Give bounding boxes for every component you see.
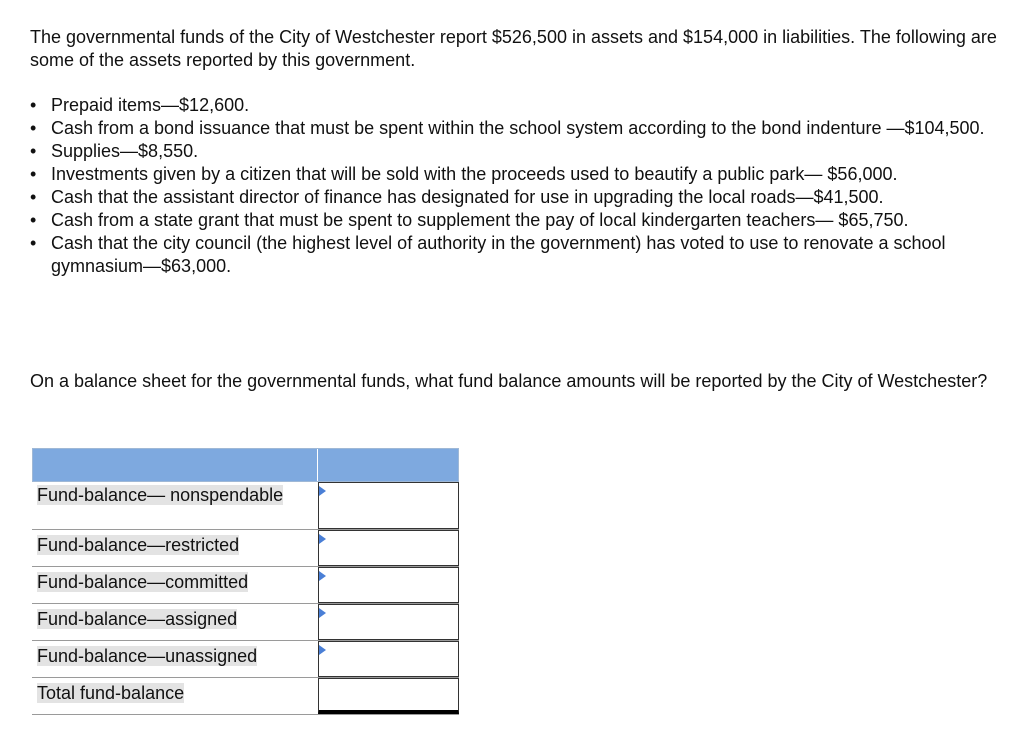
table-row <box>32 604 459 641</box>
fund-balance-table <box>32 448 459 715</box>
input-marker-icon <box>319 486 326 496</box>
input-marker-icon <box>319 534 326 544</box>
table-row <box>32 530 459 567</box>
table-header <box>32 448 459 482</box>
amount-total-cell <box>318 678 459 714</box>
row-label-nonspendable: Fund-balance— nonspendable <box>37 485 284 505</box>
table-row <box>32 567 459 604</box>
header-cell-label <box>33 449 318 481</box>
list-item: • Cash from a bond issuance that must be spent within the school system according to the bond indenture —$104,500. <box>30 118 985 138</box>
list-item: • Investments given by a citizen that will be sold with the proceeds used to beautify a public park— $56,000. <box>30 164 898 184</box>
amount-input-restricted[interactable] <box>318 530 459 566</box>
row-label-total: Total fund-balance <box>37 683 185 703</box>
table-row <box>32 678 459 715</box>
row-label-unassigned: Fund-balance—unassigned <box>37 646 258 666</box>
input-marker-icon <box>319 608 326 618</box>
bullet: • <box>30 187 37 207</box>
table-row <box>32 641 459 678</box>
list-item: • Supplies—$8,550. <box>30 141 199 161</box>
table-row <box>32 482 459 530</box>
list-item: • Cash that the city council (the highest level of authority in the government) has voted to use to renovate a school gymnasium—$63,000. <box>30 233 946 276</box>
input-marker-icon <box>319 571 326 581</box>
intro-text: The governmental funds of the City of Westchester report $526,500 in assets and $154,000 in liabilities. The following are some of the assets reported by this government. <box>30 27 997 70</box>
header-cell-amount <box>318 449 458 481</box>
bullet: • <box>30 233 37 253</box>
amount-input-unassigned[interactable] <box>318 641 459 677</box>
amount-input-assigned[interactable] <box>318 604 459 640</box>
bullet: • <box>30 118 37 138</box>
bullet: • <box>30 141 37 161</box>
amount-input-committed[interactable] <box>318 567 459 603</box>
bullet: • <box>30 210 37 230</box>
input-marker-icon <box>319 645 326 655</box>
list-item: • Prepaid items—$12,600. <box>30 95 250 115</box>
list-item: • Cash from a state grant that must be spent to supplement the pay of local kindergarten teachers— $65,750. <box>30 210 909 230</box>
question-text: On a balance sheet for the governmental funds, what fund balance amounts will be reported by the City of Westchester? <box>30 371 988 391</box>
amount-input-nonspendable[interactable] <box>318 482 459 529</box>
list-item: • Cash that the assistant director of finance has designated for use in upgrading the local roads—$41,500. <box>30 187 884 207</box>
row-label-restricted: Fund-balance—restricted <box>37 535 240 555</box>
row-label-assigned: Fund-balance—assigned <box>37 609 238 629</box>
bullet: • <box>30 164 37 184</box>
bullet: • <box>30 95 37 115</box>
row-label-committed: Fund-balance—committed <box>37 572 249 592</box>
asset-list <box>30 94 1010 278</box>
